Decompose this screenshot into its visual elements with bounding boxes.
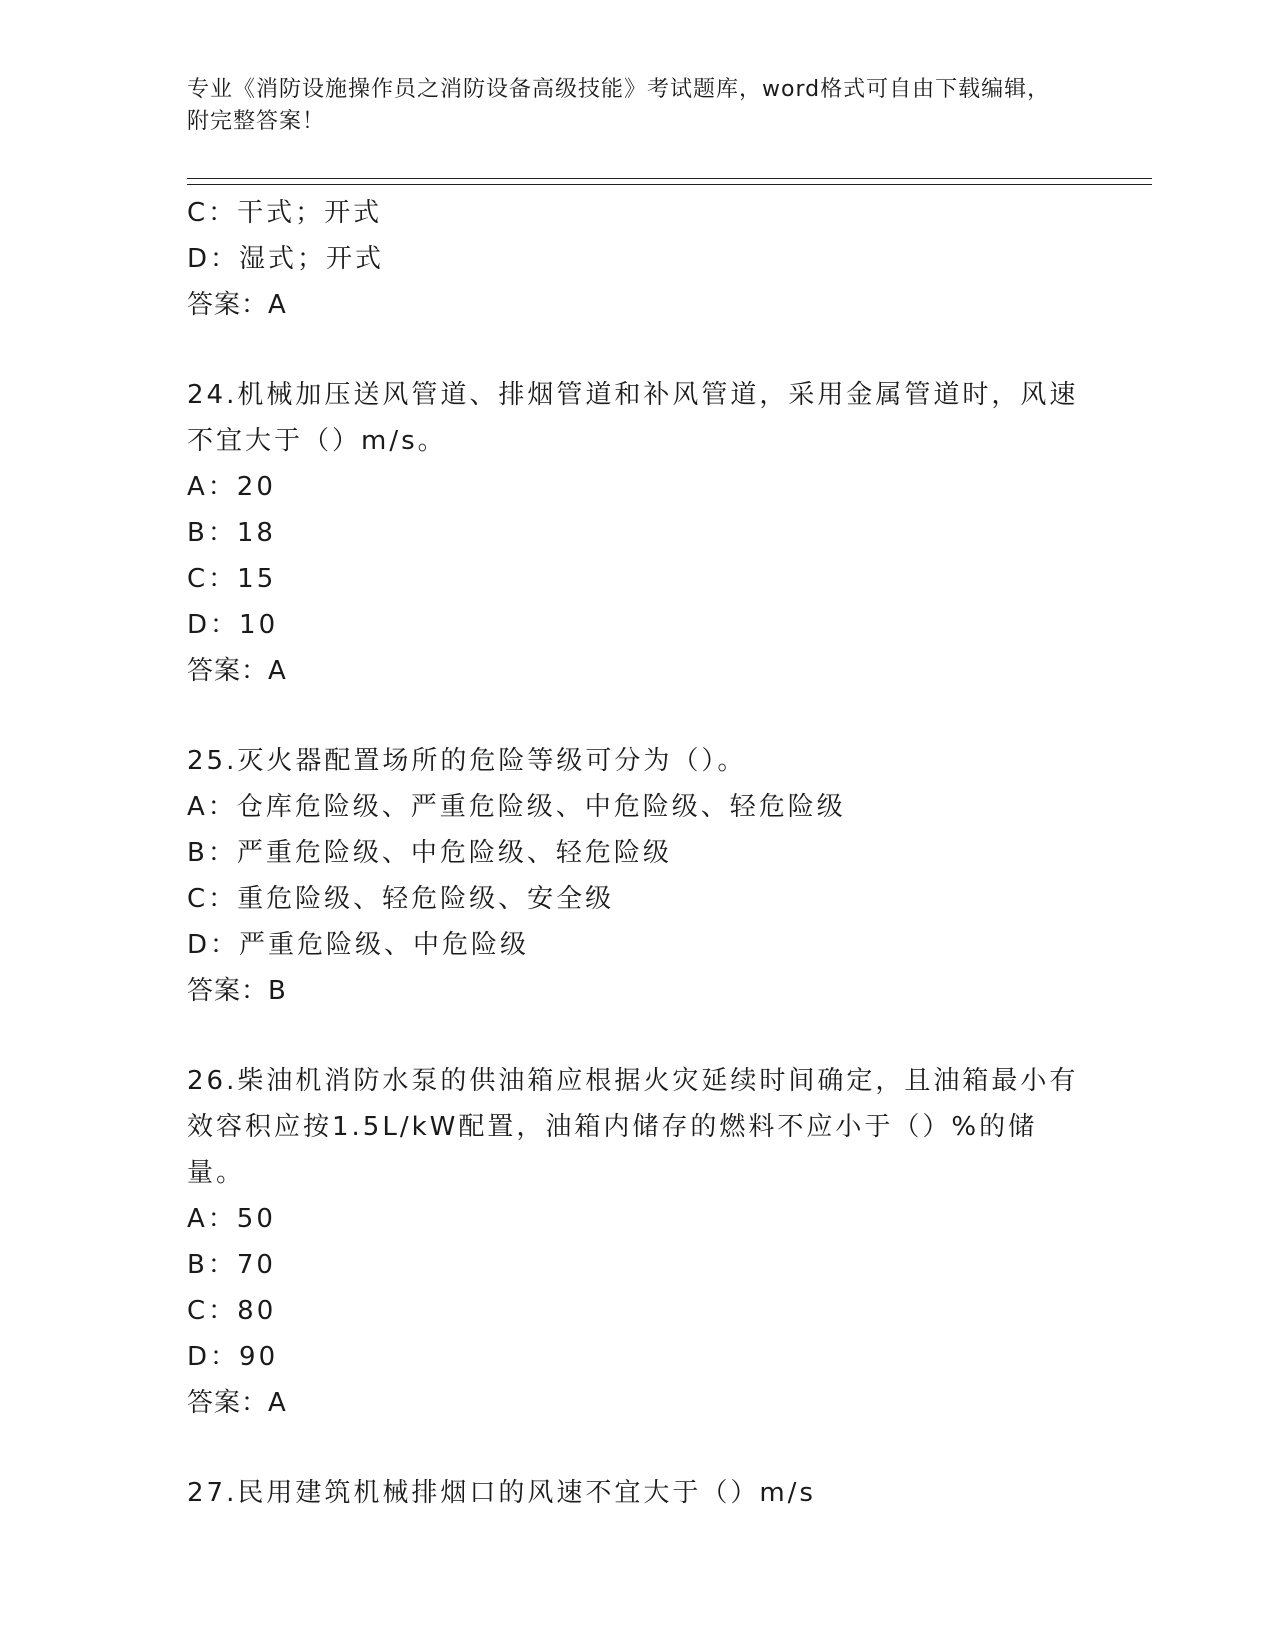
option-b: B：70 [187, 1250, 276, 1280]
continued-question [187, 190, 1087, 328]
option-c: C：干式；开式 [187, 198, 383, 228]
answer-line: 答案：A [187, 1388, 287, 1418]
question-text: 27.民用建筑机械排烟口的风速不宜大于（）m/s [187, 1478, 816, 1508]
option-a: A：50 [187, 1204, 276, 1234]
answer-line: 答案：B [187, 976, 287, 1006]
header-divider-bottom [187, 184, 1152, 185]
question-26 [187, 1058, 1087, 1426]
answer-line: 答案：A [187, 290, 287, 320]
question-text: 24.机械加压送风管道、排烟管道和补风管道，采用金属管道时，风速不宜大于（）m/s。 [187, 380, 1079, 456]
option-c: C：80 [187, 1296, 277, 1326]
question-text: 26.柴油机消防水泵的供油箱应根据火灾延续时间确定，且油箱最小有效容积应按1.5L/kW配置，油箱内储存的燃料不应小于（）%的储量。 [187, 1066, 1079, 1188]
option-c: C：15 [187, 564, 277, 594]
option-c: C：重危险级、轻危险级、安全级 [187, 884, 615, 914]
question-24 [187, 372, 1087, 694]
answer-line: 答案：A [187, 656, 287, 686]
option-d: D：90 [187, 1342, 279, 1372]
question-text: 25.灭火器配置场所的危险等级可分为（）。 [187, 746, 747, 776]
option-d: D：湿式；开式 [187, 244, 385, 274]
option-d: D：10 [187, 610, 279, 640]
page-header: 专业《消防设施操作员之消防设备高级技能》考试题库，word格式可自由下载编辑，附完整答案！ [187, 77, 1051, 134]
option-a: A：仓库危险级、严重危险级、中危险级、轻危险级 [187, 792, 846, 822]
question-27 [187, 1470, 1087, 1516]
header-divider-top [187, 178, 1152, 179]
option-d: D：严重危险级、中危险级 [187, 930, 530, 960]
question-25 [187, 738, 1087, 1014]
question-content [187, 190, 1087, 1516]
option-b: B：18 [187, 518, 276, 548]
option-b: B：严重危险级、中危险级、轻危险级 [187, 838, 672, 868]
option-a: A：20 [187, 472, 276, 502]
